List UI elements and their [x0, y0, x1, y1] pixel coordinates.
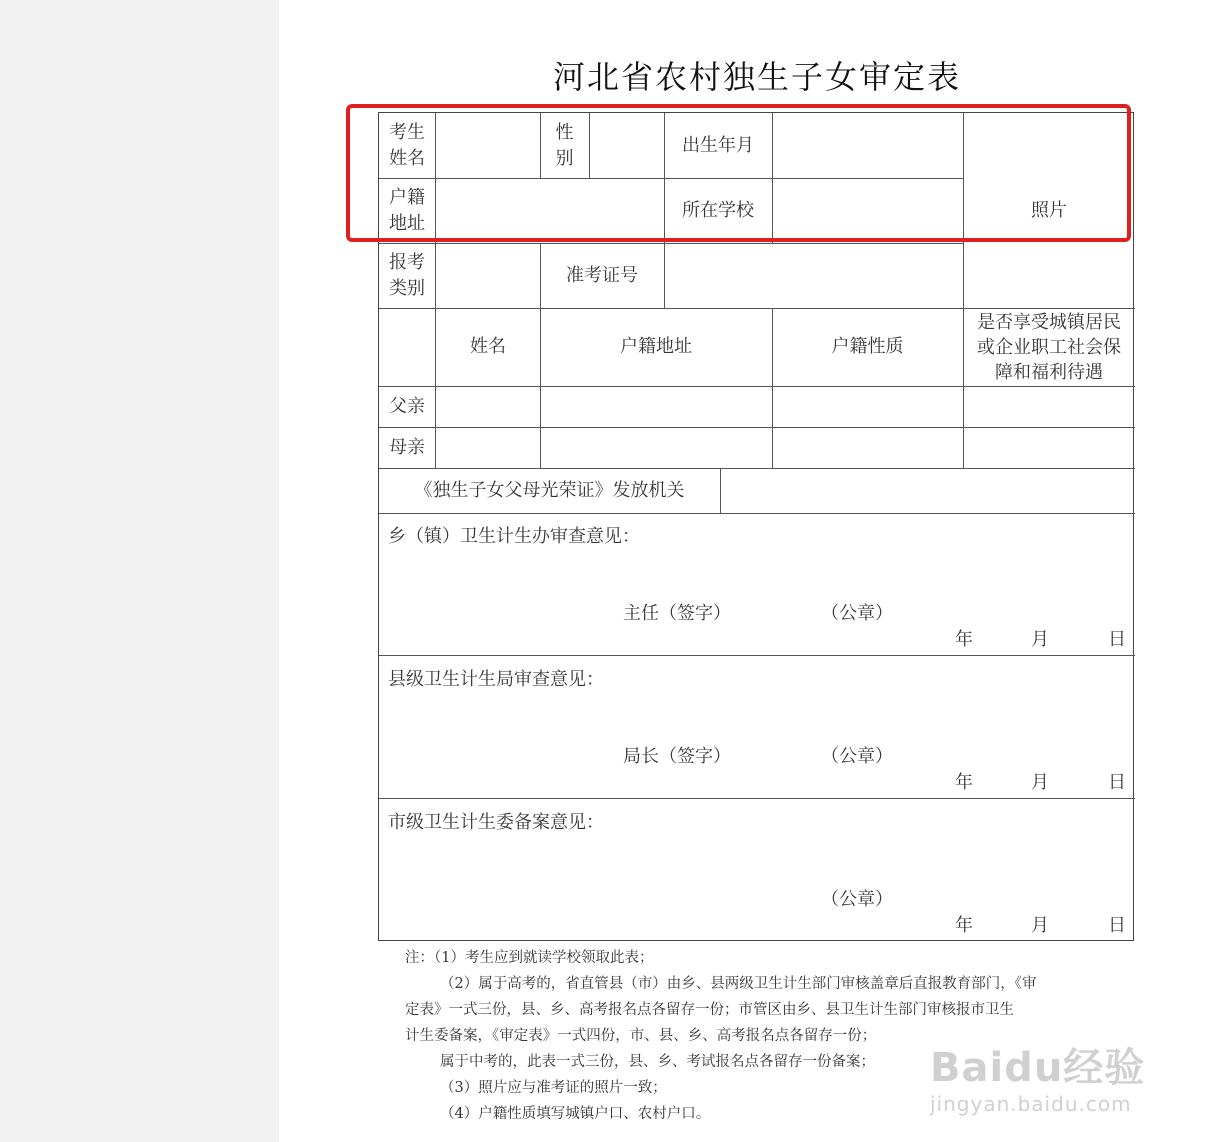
baidu-watermark: [930, 1036, 1170, 1136]
highlight-box: [346, 104, 1131, 242]
section-city-day: 日: [1108, 915, 1126, 936]
gender-label: 性 别: [555, 121, 574, 169]
section-township-signer: 主任（签字）: [623, 603, 731, 624]
candidate-name-label: 考生 姓名: [389, 121, 425, 169]
exam-category-field[interactable]: [436, 243, 540, 308]
col-household-type-header: 户籍性质: [831, 336, 904, 357]
certificate-authority-field[interactable]: [721, 468, 1135, 513]
certificate-authority-label: 《独生子女父母光荣证》发放机关: [414, 479, 685, 501]
school-label: 所在学校: [682, 199, 754, 221]
mother-label: 母亲: [389, 436, 425, 458]
household-address-label: 户籍 地址: [389, 186, 425, 234]
col-household-address-header: 户籍地址: [620, 336, 692, 357]
exam-category-label: 报考 类别: [389, 251, 425, 299]
father-label: 父亲: [389, 395, 425, 417]
note-line-4: 计生委备案，《审定表》一式四份，市、县、乡、高考报名点各留存一份；: [405, 1028, 877, 1044]
section-county-seal: （公章）: [821, 746, 893, 767]
note-line-2: （2）属于高考的，省直管县（市）由乡、县两级卫生计生部门审核盖章后直报教育部门，《审: [440, 976, 1037, 992]
note-line-6: （3）照片应与准考证的照片一致；: [440, 1080, 667, 1096]
photo-box: 照片: [1031, 199, 1067, 221]
watermark-logo: Baidu经验: [930, 1045, 1146, 1091]
section-township-heading: 乡（镇）卫生计生办审查意见：: [388, 526, 640, 547]
col-name-header: 姓名: [470, 336, 506, 357]
section-county-year: 年: [955, 772, 973, 793]
section-county-month: 月: [1031, 772, 1049, 793]
section-county-heading: 县级卫生计生局审查意见：: [388, 669, 604, 690]
section-city-month: 月: [1031, 915, 1049, 936]
section-township-month: 月: [1031, 629, 1049, 650]
note-line-1: 注：（1）考生应到就读学校领取此表；: [405, 950, 654, 966]
section-township-seal: （公章）: [821, 603, 893, 624]
note-line-7: （4）户籍性质填写城镇户口、农村户口。: [440, 1106, 711, 1122]
section-county-signer: 局长（签字）: [623, 746, 731, 767]
birth-date-label: 出生年月: [682, 134, 754, 156]
ticket-number-field[interactable]: [665, 243, 963, 308]
col-welfare-header: 是否享受城镇居民 或企业职工社会保 障和福利待遇: [977, 311, 1121, 383]
ticket-number-label: 准考证号: [566, 264, 638, 286]
section-city-heading: 市级卫生计生委备案意见：: [388, 812, 604, 833]
watermark-url: jingyan.baidu.com: [930, 1092, 1132, 1116]
section-township-day: 日: [1108, 629, 1126, 650]
left-margin: [0, 0, 279, 1142]
note-line-5: 属于中考的，此表一式三份，县、乡、考试报名点各留存一份备案；: [440, 1054, 875, 1070]
form-title: 河北省农村独生子女审定表: [552, 58, 961, 96]
section-city-seal: （公章）: [821, 889, 893, 910]
section-county-day: 日: [1108, 772, 1126, 793]
section-city-year: 年: [955, 915, 973, 936]
note-line-3: 定表》一式三份，县、乡、高考报名点各留存一份；市管区由乡、县卫生计生部门审核报市卫生: [405, 1002, 1014, 1018]
section-township-year: 年: [955, 629, 973, 650]
